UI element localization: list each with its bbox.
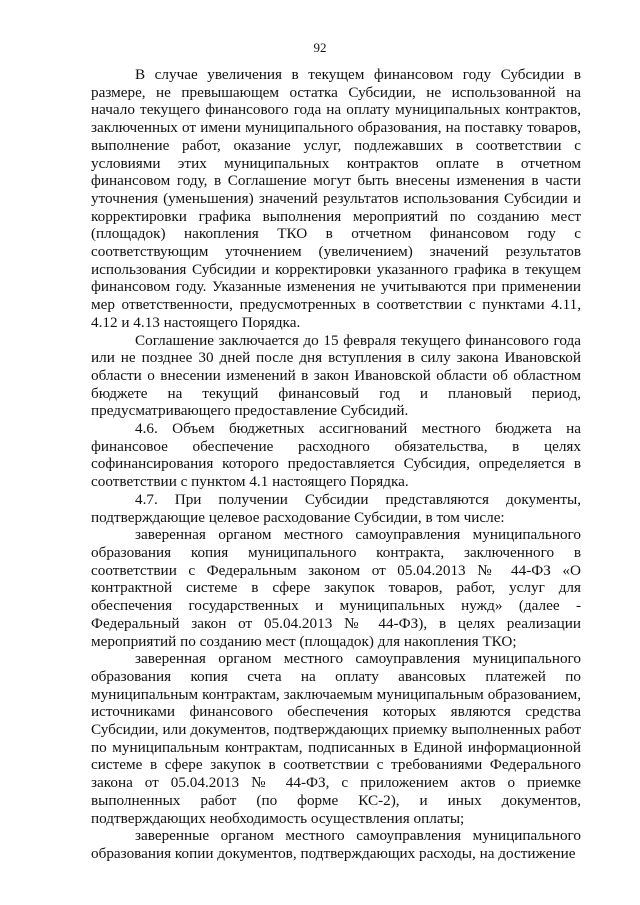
paragraph-4-7: 4.7. При получении Субсидии представляются документы, подтверждающие целевое расходование Субсидии, в том числе: bbox=[91, 490, 581, 526]
paragraph-4-6: 4.6. Объем бюджетных ассигнований местного бюджета на финансовое обеспечение расходного обязательства, в целях софинансирования которого предоставляется Субсидия, определяется в соответствии с пунктом 4.1 настоящего Порядка. bbox=[91, 420, 581, 491]
paragraph-contract-copy: заверенная органом местного самоуправления муниципального образования копия муниципального контракта, заключенного в соответствии с Федеральным законом от 05.04.2013 № 44-ФЗ «О контрактной системе в сфере закупок товаров, работ, услуг для обеспечения государственных и муниципальных нужд» (далее - Федеральный закон от 05.04.2013 № 44-ФЗ), в целях реализации мероприятий по созданию мест (площадок) для накопления ТКО; bbox=[91, 526, 581, 650]
paragraph-subsidy-increase: В случае увеличения в текущем финансовом году Субсидии в размере, не превышающем остатка Субсидии, не использованной на начало текущего финансового года на оплату муниципальных контрактов, заключенных от имени муниципального образования, на поставку товаров, выполнение работ, оказание услуг, подлежавших в соответствии с условиями этих муниципальных контрактов оплате в отчетном финансовом году, в Соглашение могут быть внесены изменения в части уточнения (уменьшения) значений результатов использования Субсидии и корректировки графика выполнения мероприятий по созданию мест (площадок) накопления ТКО в отчетном финансовом году с соответствующим уточнением (увеличением) значений результатов использования Субсидии и корректировки указанного графика в текущем финансовом году. Указанные изменения не учитываются при применении мер ответственности, предусмотренных в соответствии с пунктами 4.11, 4.12 и 4.13 настоящего Порядка. bbox=[91, 66, 581, 331]
paragraph-agreement-deadline: Соглашение заключается до 15 февраля текущего финансового года или не позднее 30 дней после дня вступления в силу закона Ивановской области о внесении изменений в закон Ивановской области об областном бюджете на текущий финансовый год и плановый период, предусматривающего предоставление Субсидий. bbox=[91, 331, 581, 420]
page-number: 92 bbox=[313, 40, 327, 55]
paragraph-invoice-copy: заверенная органом местного самоуправления муниципального образования копия счета на оплату авансовых платежей по муниципальным контрактам, заключаемым муниципальным образованием, источниками финансового обеспечения которых являются средства Субсидии, или документов, подтверждающих приемку выполненных работ по муниципальным контрактам, подписанных в Единой информационной системе в сфере закупок в соответствии с требованиями Федерального закона от 05.04.2013 № 44-ФЗ, с приложением актов о приемке выполненных работ (по форме КС-2), и иных документов, подтверждающих необходимость осуществления оплаты; bbox=[91, 650, 581, 827]
document-body bbox=[91, 66, 581, 863]
paragraph-expense-documents: заверенные органом местного самоуправления муниципального образования копии документов, подтверждающих расходы, на достижение bbox=[91, 827, 581, 862]
